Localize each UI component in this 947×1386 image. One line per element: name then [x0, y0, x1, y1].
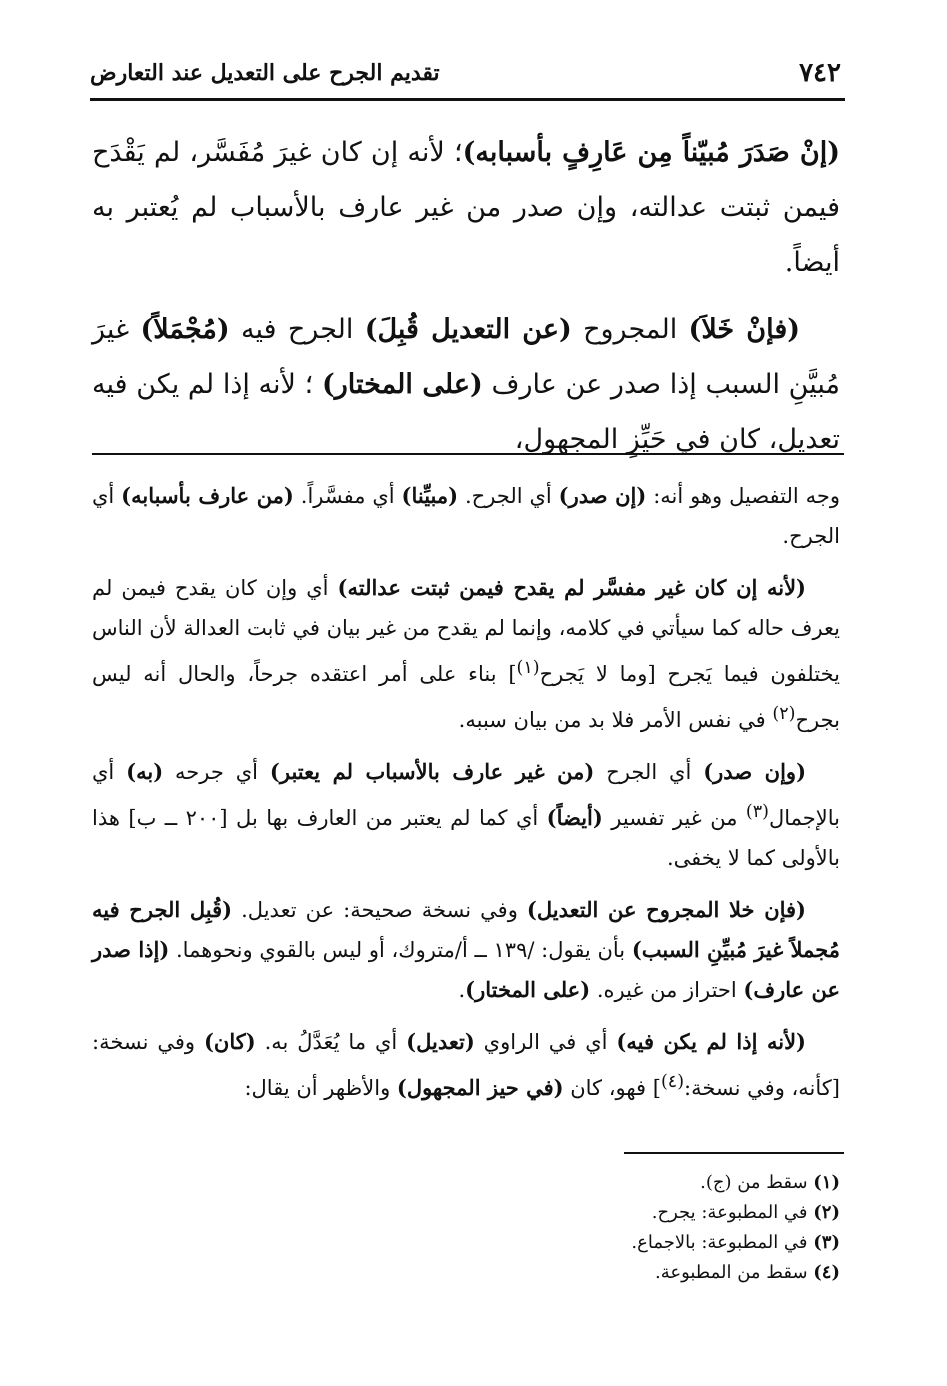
quoted-matn: (على المختار)	[465, 977, 591, 1002]
sharh-text: في نفس الأمر فلا بد من بيان سببه.	[458, 708, 773, 732]
sharh-text: أي الجرح	[594, 760, 704, 784]
quoted-matn: (تعديل)	[406, 1029, 475, 1054]
footnote-3	[92, 1228, 840, 1258]
sharh-text: أي ما يُعَدَّلُ به.	[255, 1030, 407, 1054]
matn-text: ؛ لأنه إن كان غيرَ مُفَسَّر، لم يَقْدَح فيمن ثبتت عدالته، وإن صدر من غير عارف بالأسباب لم يُعتبر به أيضاً.	[92, 137, 840, 278]
footnote-number: (٤)	[813, 1262, 840, 1283]
sharh-text: أي في الراوي	[474, 1030, 617, 1054]
quoted-matn: (مُجْمَلاً)	[140, 314, 230, 345]
quoted-matn: (من غير عارف بالأسباب لم يعتبر)	[269, 759, 595, 784]
sharh-text: وفي نسخة: [كأنه، وفي نسخة:	[92, 1030, 840, 1100]
sharh-text: أي جرحه	[163, 760, 270, 784]
footnote-text: في المطبوعة: بالاجماع.	[631, 1232, 814, 1253]
sharh-text: أي بالإجمال	[92, 760, 840, 830]
quoted-matn: (وإن صدر)	[703, 759, 807, 784]
matn-text: المجروح	[571, 314, 689, 345]
sharh-text: أي كما لم يعتبر من العارف بها بل [٢٠٠ ــ ب] هذا بالأولى كما لا يخفى.	[92, 806, 840, 870]
quoted-matn: (فإنْ خَلاَ)	[688, 314, 801, 345]
quoted-matn: (على المختار)	[321, 369, 483, 400]
sharh-text: من غير تفسير	[602, 806, 746, 830]
sharh-text: والأظهر أن يقال:	[244, 1076, 397, 1100]
page-number: ٧٤٢	[799, 58, 841, 88]
footnote-number: (٣)	[813, 1232, 840, 1253]
sharh-text: احتراز من غيره.	[590, 978, 744, 1002]
quoted-matn: (لأنه إن كان غير مفسَّر لم يقدح فيمن ثبتت عدالته)	[337, 575, 806, 600]
sharh-text: .	[458, 978, 466, 1002]
sharh-text: أي مفسَّراً.	[293, 484, 402, 508]
footnote-marker: (١)	[516, 658, 540, 678]
footnote-text: سقط من (ج).	[700, 1172, 814, 1193]
sharh-text: ] فهو، كان	[563, 1076, 661, 1100]
sharh-text: أي وإن كان يقدح فيمن لم يعرف حاله كما سيأتي في كلامه، وإنما لم يقدح من غير بيان في ثابت العدالة لأن الناس يختلفون فيما يَجرح [وما لا يَجرح	[92, 576, 840, 686]
commentary-paragraph-2	[92, 568, 840, 740]
sharh-text: بأن يقول: /١٣٩ ــ أ/متروك، أو ليس بالقوي ونحوهما.	[169, 938, 632, 962]
quoted-matn: (عن التعديل قُبِلَ)	[364, 314, 572, 345]
footnote-text: في المطبوعة: يجرح.	[651, 1202, 814, 1223]
quoted-matn: (إنْ صَدَرَ مُبيّناً مِن عَارِفٍ بأسبابه)	[462, 137, 840, 168]
footnotes	[92, 1168, 840, 1288]
quoted-matn: (قُبِل الجرح فيه مُجملاً غيرَ مُبيِّنِ السبب)	[92, 897, 840, 962]
quoted-matn: (من عارف بأسبابه)	[121, 483, 294, 508]
footnote-divider	[624, 1152, 844, 1154]
commentary-paragraph-4	[92, 890, 840, 1010]
footnote-number: (١)	[813, 1172, 840, 1193]
quoted-matn: (فإن خلا المجروح عن التعديل)	[526, 897, 806, 922]
footnote-text: سقط من المطبوعة.	[654, 1262, 814, 1283]
footnote-marker: (٣)	[745, 802, 769, 822]
sharh-text: وجه التفصيل وهو أنه:	[646, 484, 841, 508]
footnote-marker: (٤)	[660, 1072, 685, 1092]
quoted-matn: (به)	[126, 759, 164, 784]
commentary-paragraph-3	[92, 752, 840, 878]
main-text	[92, 125, 840, 479]
quoted-matn: (مبيِّنا)	[401, 483, 459, 508]
quoted-matn: (أيضاً)	[546, 805, 603, 830]
sharh-text: وفي نسخة صحيحة: عن تعديل.	[232, 898, 527, 922]
sharh-text: أي الجرح.	[92, 484, 840, 548]
commentary-paragraph-5	[92, 1022, 840, 1108]
matn-text: الجرح فيه	[229, 314, 365, 345]
footnote-marker: (٢)	[772, 704, 796, 724]
matn-commentary-divider	[92, 453, 844, 455]
commentary-text	[92, 476, 840, 1120]
quoted-matn: (إذا صدر عن عارف)	[92, 937, 840, 1002]
footnote-number: (٢)	[813, 1202, 840, 1223]
quoted-matn: (في حيز المجهول)	[396, 1075, 564, 1100]
commentary-paragraph-1	[92, 476, 840, 556]
main-paragraph-2	[92, 302, 840, 467]
sharh-text: أي الجرح.	[458, 484, 559, 508]
sharh-text: ] بناء على أمر اعتقده جرحاً، والحال أنه ليس بجرح	[92, 662, 840, 732]
running-title: تقديم الجرح على التعديل عند التعارض	[90, 60, 440, 86]
quoted-matn: (لأنه إذا لم يكن فيه)	[616, 1029, 806, 1054]
matn-text: ؛ لأنه إذا لم يكن فيه تعديل، كان في حَيِّزِ المجهول،	[92, 369, 840, 455]
quoted-matn: (إن صدر)	[558, 483, 647, 508]
quoted-matn: (كان)	[203, 1029, 256, 1054]
footnote-4	[92, 1258, 840, 1288]
main-paragraph-1	[92, 125, 840, 290]
footnote-2	[92, 1198, 840, 1228]
page-header	[90, 58, 845, 101]
footnote-1	[92, 1168, 840, 1198]
matn-text: غيرَ مُبيَّنِ السبب إذا صدر عن عارف	[92, 314, 840, 400]
